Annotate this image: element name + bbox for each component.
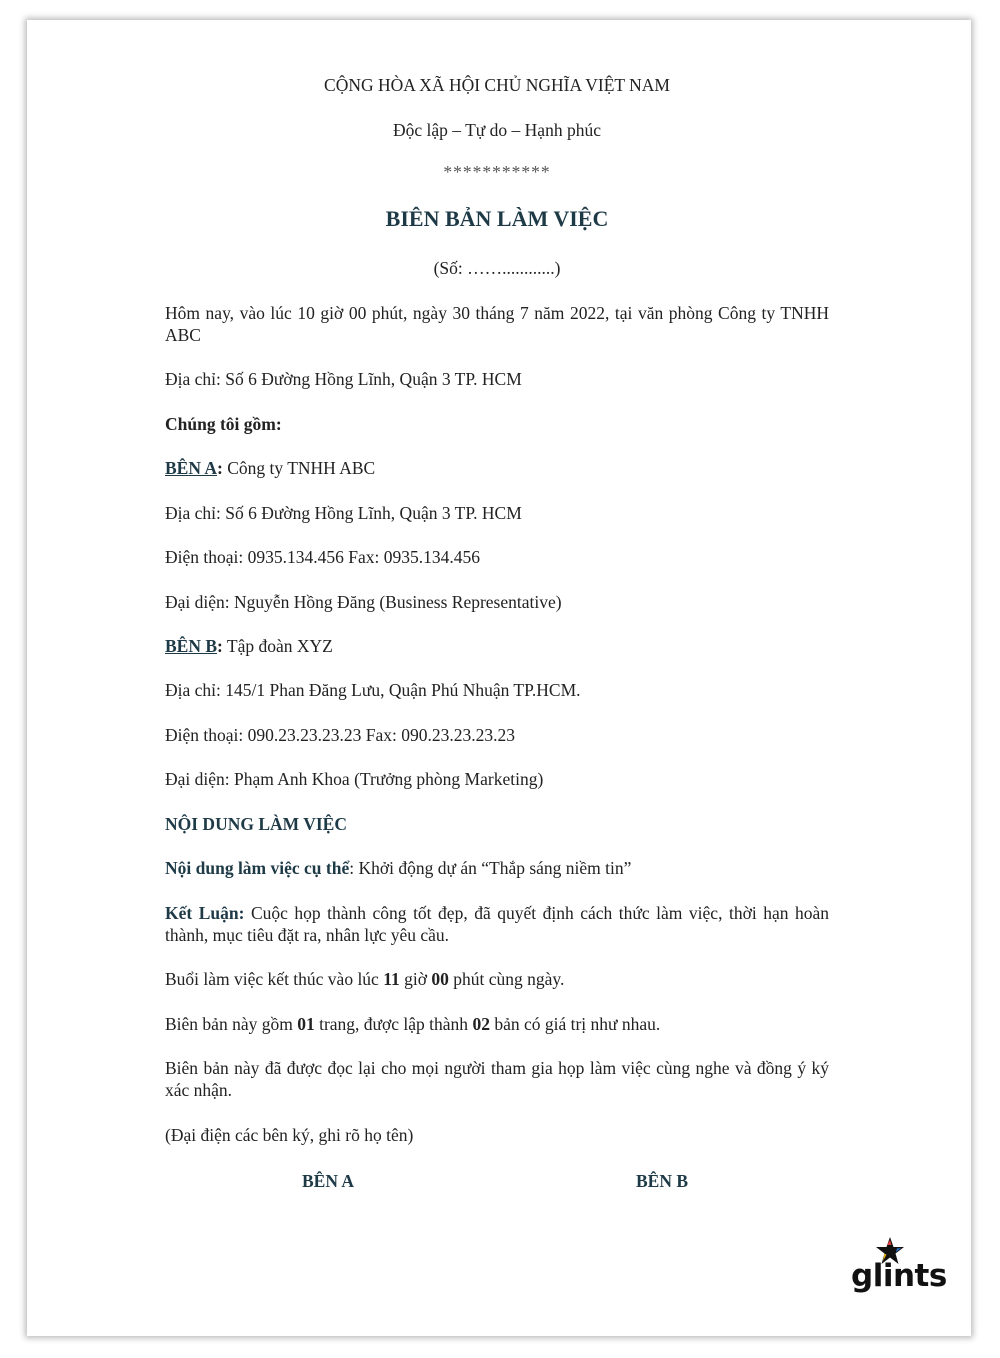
document-title: BIÊN BẢN LÀM VIỆC bbox=[385, 206, 609, 231]
page-count-post: bản có giá trị như nhau. bbox=[489, 1014, 661, 1034]
signature-party-b: BÊN B bbox=[636, 1171, 689, 1191]
party-b-line bbox=[165, 635, 829, 657]
end-time-post: phút cùng ngày. bbox=[448, 969, 565, 989]
party-a-line bbox=[165, 457, 829, 479]
end-time-pre: Buổi làm việc kết thúc vào lúc bbox=[165, 969, 384, 989]
pages-number: 01 bbox=[297, 1014, 315, 1034]
party-a-name: Công ty TNHH ABC bbox=[222, 458, 376, 478]
party-a-colon: : bbox=[217, 458, 223, 478]
conclusion-text: Cuộc họp thành công tốt đẹp, đã quyết định cách thức làm việc, thời hạn hoàn thành, mục tiêu đặt ra, nhân lực yêu cầu. bbox=[165, 903, 829, 945]
specific-content-label: Nội dung làm việc cụ thể bbox=[165, 858, 350, 878]
sign-note: (Đại điện các bên ký, ghi rõ họ tên) bbox=[165, 1125, 414, 1145]
specific-content-text: : Khởi động dự án “Thắp sáng niềm tin” bbox=[349, 858, 632, 878]
signature-party-a: BÊN A bbox=[302, 1171, 355, 1191]
document-page bbox=[27, 20, 971, 1336]
page-count-mid: trang, được lập thành bbox=[314, 1014, 473, 1034]
conclusion-label: Kết Luận: bbox=[165, 903, 245, 923]
content-heading: NỘI DUNG LÀM VIỆC bbox=[165, 814, 347, 834]
party-a-address: Địa chỉ: Số 6 Đường Hồng Lĩnh, Quận 3 TP. HCM bbox=[165, 503, 522, 523]
glints-wordmark: glints bbox=[851, 1258, 947, 1294]
page-count-pre: Biên bản này gồm bbox=[165, 1014, 298, 1034]
party-b-colon: : bbox=[217, 636, 223, 656]
party-b-name: Tập đoàn XYZ bbox=[222, 636, 333, 656]
party-a-phone: Điện thoại: 0935.134.456 Fax: 0935.134.456 bbox=[165, 547, 480, 567]
motto: Độc lập – Tự do – Hạnh phúc bbox=[393, 120, 601, 140]
party-b-label: BÊN B bbox=[165, 636, 218, 656]
end-time bbox=[165, 968, 829, 990]
end-hour: 11 bbox=[383, 969, 400, 989]
members-heading: Chúng tôi gồm: bbox=[165, 414, 282, 434]
party-a-label: BÊN A bbox=[165, 458, 218, 478]
party-b-address: Địa chỉ: 145/1 Phan Đăng Lưu, Quận Phú Nhuận TP.HCM. bbox=[165, 680, 581, 700]
copies-number: 02 bbox=[472, 1014, 490, 1034]
end-minute: 00 bbox=[431, 969, 449, 989]
read-note: Biên bản này đã được đọc lại cho mọi người tham gia họp làm việc cùng nghe và đồng ý ký xác nhận. bbox=[165, 1058, 829, 1100]
party-b-representative: Đại diện: Phạm Anh Khoa (Trưởng phòng Marketing) bbox=[165, 769, 544, 789]
party-b-phone: Điện thoại: 090.23.23.23.23 Fax: 090.23.23.23.23 bbox=[165, 725, 515, 745]
party-a-representative: Đại diện: Nguyễn Hồng Đăng (Business Representative) bbox=[165, 592, 562, 612]
page-count bbox=[165, 1013, 829, 1035]
conclusion bbox=[165, 902, 829, 946]
document-number: (Số: ……............) bbox=[433, 258, 561, 278]
meeting-address: Địa chỉ: Số 6 Đường Hồng Lĩnh, Quận 3 TP. HCM bbox=[165, 369, 522, 389]
specific-content bbox=[165, 857, 829, 879]
intro-paragraph: Hôm nay, vào lúc 10 giờ 00 phút, ngày 30 tháng 7 năm 2022, tại văn phòng Công ty TNHH ABC bbox=[165, 303, 829, 345]
end-time-mid: giờ bbox=[399, 969, 432, 989]
stars-divider: *********** bbox=[443, 162, 551, 182]
nation-header: CỘNG HÒA XÃ HỘI CHỦ NGHĨA VIỆT NAM bbox=[324, 75, 670, 95]
glints-logo bbox=[851, 1236, 947, 1300]
signature-row bbox=[165, 1170, 829, 1194]
